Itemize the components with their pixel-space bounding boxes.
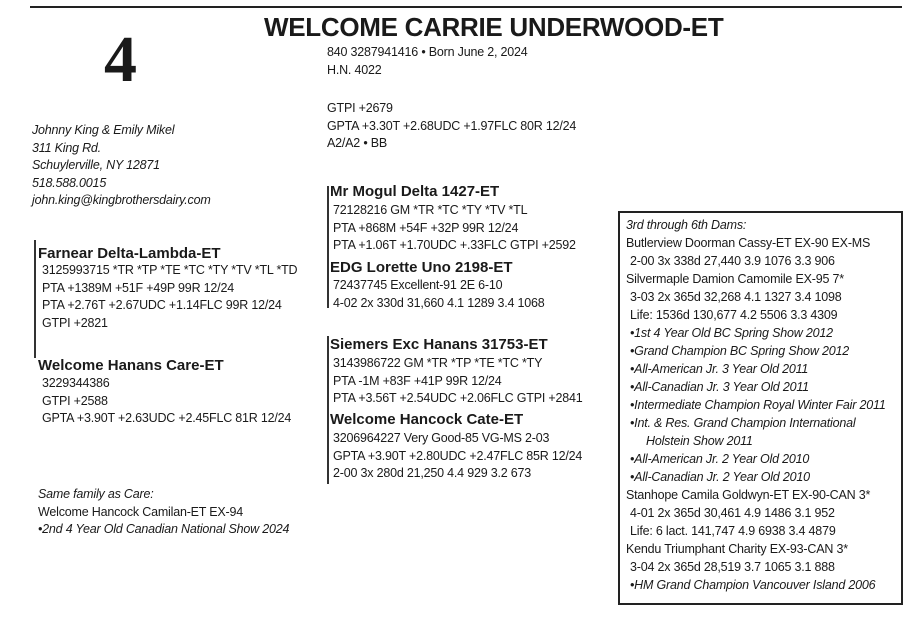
- paternal-granddam-details: [333, 277, 545, 312]
- consignor-line: 311 King Rd.: [32, 140, 101, 155]
- sire-detail-line: PTA +1389M +51F +49P 99R 12/24: [42, 280, 234, 295]
- dam-production-record: Life: 6 lact. 141,747 4.9 6938 3.4 4879: [630, 524, 836, 538]
- subject-gtpi: GTPI +2679: [327, 101, 393, 115]
- subject-hn: H.N. 4022: [327, 62, 382, 77]
- dam-detail-line: 3229344386: [42, 376, 110, 390]
- dam-ancestor-name: Kendu Triumphant Charity EX-93-CAN 3*: [626, 542, 848, 556]
- subject-id-line: 840 3287941416 • Born June 2, 2024: [327, 45, 528, 59]
- dam-ancestor-name: Butlerview Doorman Cassy-ET EX-90 EX-MS: [626, 236, 871, 250]
- pgd-detail-line: 4-02 2x 330d 31,660 4.1 1289 3.4 1068: [333, 295, 545, 310]
- dam-award: •All-American Jr. 2 Year Old 2010: [630, 452, 810, 466]
- dam-production-record: 3-04 2x 365d 28,519 3.7 1065 3.1 888: [630, 560, 835, 574]
- pgd-detail-line: 72437745 Excellent-91 2E 6-10: [333, 278, 503, 292]
- mgs-detail-line: PTA -1M +83F +41P 99R 12/24: [333, 373, 502, 388]
- sire-dam-connector: [34, 240, 36, 358]
- paternal-connector: [327, 186, 329, 308]
- dam-ancestor-name: Silvermaple Damion Camomile EX-95 7*: [626, 272, 844, 286]
- mgd-detail-line: GPTA +3.90T +2.80UDC +2.47FLC 85R 12/24: [333, 448, 583, 463]
- dam-details: [42, 375, 291, 428]
- dam-ancestor-name: Stanhope Camila Goldwyn-ET EX-90-CAN 3*: [626, 488, 871, 502]
- paternal-granddam-name: EDG Lorette Uno 2198-ET: [330, 259, 513, 276]
- sire-detail-line: PTA +2.76T +2.67UDC +1.14FLC 99R 12/24: [42, 298, 282, 312]
- pgs-detail-line: 72128216 GM *TR *TC *TY *TV *TL: [333, 203, 528, 217]
- pgs-detail-line: PTA +1.06T +1.70UDC +.33FLC GTPI +2592: [333, 238, 576, 252]
- dam-name: Welcome Hanans Care-ET: [38, 357, 224, 374]
- sire-detail-line: GTPI +2821: [42, 315, 108, 330]
- consignor-block: [32, 122, 211, 210]
- pgs-detail-line: PTA +868M +54F +32P 99R 12/24: [333, 220, 519, 235]
- dam-award: Holstein Show 2011: [646, 434, 753, 448]
- dam-award: •All-Canadian Jr. 3 Year Old 2011: [630, 380, 809, 394]
- family-heading: Same family as Care:: [38, 487, 154, 501]
- dam-award: •HM Grand Champion Vancouver Island 2006: [630, 578, 876, 592]
- dam-production-record: Life: 1536d 130,677 4.2 5506 3.3 4309: [630, 308, 838, 322]
- family-award: •2nd 4 Year Old Canadian National Show 2024: [38, 522, 290, 536]
- subject-genomics: [327, 100, 576, 153]
- dam-production-record: 2-00 3x 338d 27,440 3.9 1076 3.3 906: [630, 254, 835, 268]
- maternal-grandsire-name: Siemers Exc Hanans 31753-ET: [330, 336, 548, 353]
- dam-award: •1st 4 Year Old BC Spring Show 2012: [630, 326, 833, 340]
- consignor-line: 518.588.0015: [32, 175, 107, 190]
- dam-detail-line: GTPI +2588: [42, 393, 108, 408]
- subject-genetics: A2/A2 • BB: [327, 136, 388, 150]
- dam-production-record: 4-01 2x 365d 30,461 4.9 1486 3.1 952: [630, 506, 835, 520]
- family-note: [38, 486, 289, 539]
- mgd-detail-line: 2-00 3x 280d 21,250 4.4 929 3.2 673: [333, 466, 532, 480]
- paternal-grandsire-name: Mr Mogul Delta 1427-ET: [330, 183, 500, 200]
- dams-box: [618, 211, 903, 605]
- dam-production-record: 3-03 2x 365d 32,268 4.1 1327 3.4 1098: [630, 290, 842, 304]
- maternal-connector: [327, 336, 329, 484]
- mgs-detail-line: PTA +3.56T +2.54UDC +2.06FLC GTPI +2841: [333, 391, 583, 405]
- subject-block: [327, 44, 528, 79]
- dam-award: •All-American Jr. 3 Year Old 2011: [630, 362, 809, 376]
- consignor-email: john.king@kingbrothersdairy.com: [32, 193, 211, 207]
- maternal-granddam-details: [333, 430, 582, 483]
- top-rule: [30, 6, 902, 8]
- consignor-line: Schuylerville, NY 12871: [32, 158, 160, 172]
- sire-details: [42, 262, 297, 332]
- sire-detail-line: 3125993715 *TR *TP *TE *TC *TY *TV *TL *TD: [42, 263, 298, 277]
- mgs-detail-line: 3143986722 GM *TR *TP *TE *TC *TY: [333, 356, 543, 370]
- dam-detail-line: GPTA +3.90T +2.63UDC +2.45FLC 81R 12/24: [42, 411, 292, 425]
- dams-box-heading: 3rd through 6th Dams:: [626, 218, 747, 232]
- paternal-grandsire-details: [333, 202, 576, 255]
- consignor-line: Johnny King & Emily Mikel: [32, 123, 175, 137]
- dam-award: •All-Canadian Jr. 2 Year Old 2010: [630, 470, 810, 484]
- dam-award: •Int. & Res. Grand Champion International: [630, 416, 856, 430]
- maternal-granddam-name: Welcome Hancock Cate-ET: [330, 411, 524, 428]
- dam-award: •Grand Champion BC Spring Show 2012: [630, 344, 850, 358]
- lot-number: 4: [104, 23, 137, 96]
- page-title: WELCOME CARRIE UNDERWOOD-ET: [264, 12, 724, 42]
- subject-gpta: GPTA +3.30T +2.68UDC +1.97FLC 80R 12/24: [327, 118, 577, 133]
- mgd-detail-line: 3206964227 Very Good-85 VG-MS 2-03: [333, 431, 550, 445]
- family-member: Welcome Hancock Camilan-ET EX-94: [38, 504, 244, 519]
- maternal-grandsire-details: [333, 355, 583, 408]
- sire-name: Farnear Delta-Lambda-ET: [38, 245, 221, 262]
- dam-award: •Intermediate Champion Royal Winter Fair 2011: [630, 398, 886, 412]
